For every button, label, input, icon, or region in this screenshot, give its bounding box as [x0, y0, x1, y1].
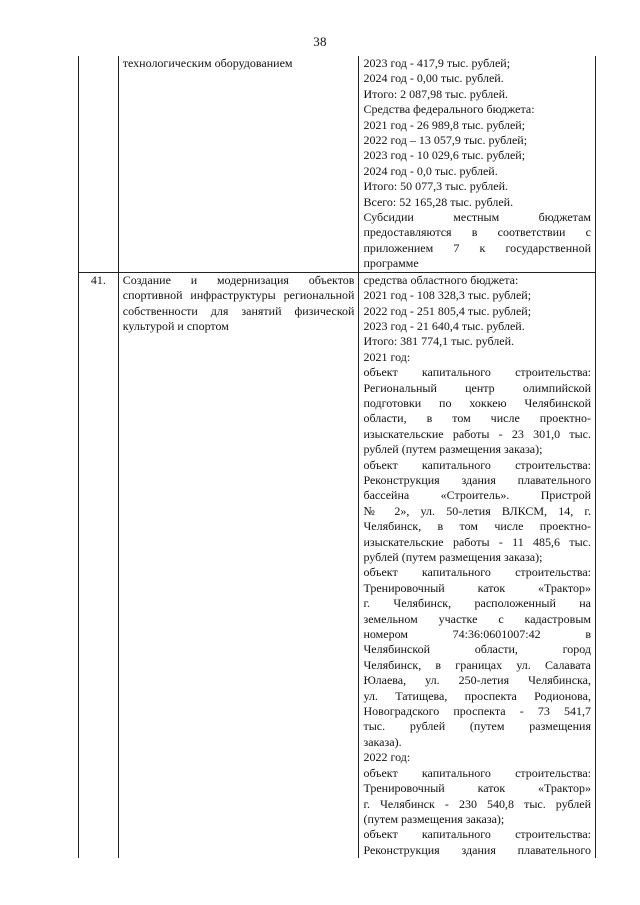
financing-line: объект капитального строительства:	[363, 457, 591, 472]
financing-line: 2024 год - 0,0 тыс. рублей.	[363, 163, 498, 178]
item-name: Создание и модернизация объектов спортивной инфраструктуры региональной собственности для занятий физической культурой и спортом	[122, 272, 355, 333]
financing-cell	[359, 272, 596, 858]
financing-line: 2022 год – 13 057,9 тыс. рублей;	[363, 133, 528, 148]
financing-line: Реконструкция здания плавательного	[363, 472, 591, 487]
page-number: 38	[313, 34, 327, 49]
financing-line: Региональный центр олимпийской	[363, 380, 591, 395]
financing-line: номером 74:36:0601007:42 в	[363, 627, 591, 642]
item-name: технологическим оборудованием	[122, 56, 293, 70]
financing-line: рублей (путем размещения заказа);	[363, 442, 543, 457]
item-number-cell	[79, 56, 119, 272]
financing-line: № 2», ул. 50-летия ВЛКСМ, 14, г.	[363, 503, 591, 518]
financing-line: 2021 год - 108 328,3 тыс. рублей;	[363, 288, 532, 303]
financing-cell	[359, 56, 596, 272]
program-table	[78, 56, 596, 858]
financing-line: тыс. рублей (путем размещения	[363, 719, 591, 734]
financing-line: Реконструкция здания плавательного	[363, 842, 591, 857]
financing-line: предоставляются в соответствии с	[363, 225, 591, 240]
financing-line: Тренировочный каток «Трактор»	[363, 580, 591, 595]
financing-line: Всего: 52 165,28 тыс. рублей.	[363, 194, 514, 209]
financing-line: 2022 год:	[363, 750, 411, 765]
table-row-continued	[79, 56, 596, 272]
financing-line: изыскательские работы - 11 485,6 тыс.	[363, 534, 591, 549]
financing-line: рублей (путем размещения заказа);	[363, 550, 543, 564]
financing-line: ул. Татищева, проспекта Родионова,	[363, 688, 591, 703]
financing-line: Тренировочный каток «Трактор»	[363, 781, 591, 796]
financing-line: объект капитального строительства:	[363, 765, 591, 780]
financing-line: 2021 год - 26 989,8 тыс. рублей;	[363, 117, 526, 132]
financing-line: Итого: 2 087,98 тыс. рублей.	[363, 86, 509, 101]
financing-line: программе	[363, 256, 419, 271]
item-name-cell	[118, 56, 359, 272]
financing-line: Челябинск, в границах ул. Салавата	[363, 657, 591, 672]
financing-line: 2021 год:	[363, 349, 411, 364]
table-row-item-41	[79, 272, 596, 858]
financing-line: подготовки по хоккею Челябинской	[363, 395, 591, 410]
financing-line: 2024 год - 0,00 тыс. рублей.	[363, 71, 504, 86]
financing-line: Челябинской области, город	[363, 642, 591, 657]
financing-line: (путем размещения заказа);	[363, 811, 505, 826]
item-number-cell	[79, 272, 119, 858]
financing-line: заказа).	[363, 734, 402, 749]
financing-line: Итого: 50 077,3 тыс. рублей.	[363, 179, 509, 194]
financing-line: Средства федерального бюджета:	[363, 102, 535, 117]
item-number: 41.	[90, 272, 106, 287]
financing-line: г. Челябинск, расположенный на	[363, 596, 591, 611]
financing-line: объект капитального строительства:	[363, 565, 591, 580]
financing-line: Субсидии местным бюджетам	[363, 210, 591, 225]
financing-line: изыскательские работы - 23 301,0 тыс.	[363, 426, 591, 441]
financing-line: объект капитального строительства:	[363, 365, 591, 380]
financing-line: земельном участке с кадастровым	[363, 611, 591, 626]
financing-line: Новоградского проспекта - 73 541,7	[363, 704, 591, 719]
financing-line: 2022 год - 251 805,4 тыс. рублей;	[363, 303, 532, 318]
item-name-cell	[118, 272, 359, 858]
financing-line: 2023 год - 10 029,6 тыс. рублей;	[363, 148, 526, 163]
financing-line: бассейна «Строитель». Пристрой	[363, 488, 591, 503]
financing-line: области, в том числе проектно-	[363, 411, 591, 426]
financing-line: г. Челябинск - 230 540,8 тыс. рублей	[363, 796, 591, 811]
financing-line: средства областного бюджета:	[363, 272, 519, 287]
financing-line: 2023 год - 21 640,4 тыс. рублей.	[363, 318, 525, 333]
financing-line: Юлаева, ул. 250-летия Челябинска,	[363, 673, 591, 688]
financing-line: объект капитального строительства:	[363, 827, 591, 842]
financing-line: Итого: 381 774,1 тыс. рублей.	[363, 334, 515, 349]
financing-line: 2023 год - 417,9 тыс. рублей;	[363, 56, 511, 70]
financing-line: Челябинск, в том числе проектно-	[363, 519, 591, 534]
financing-line: приложением 7 к государственной	[363, 240, 591, 255]
